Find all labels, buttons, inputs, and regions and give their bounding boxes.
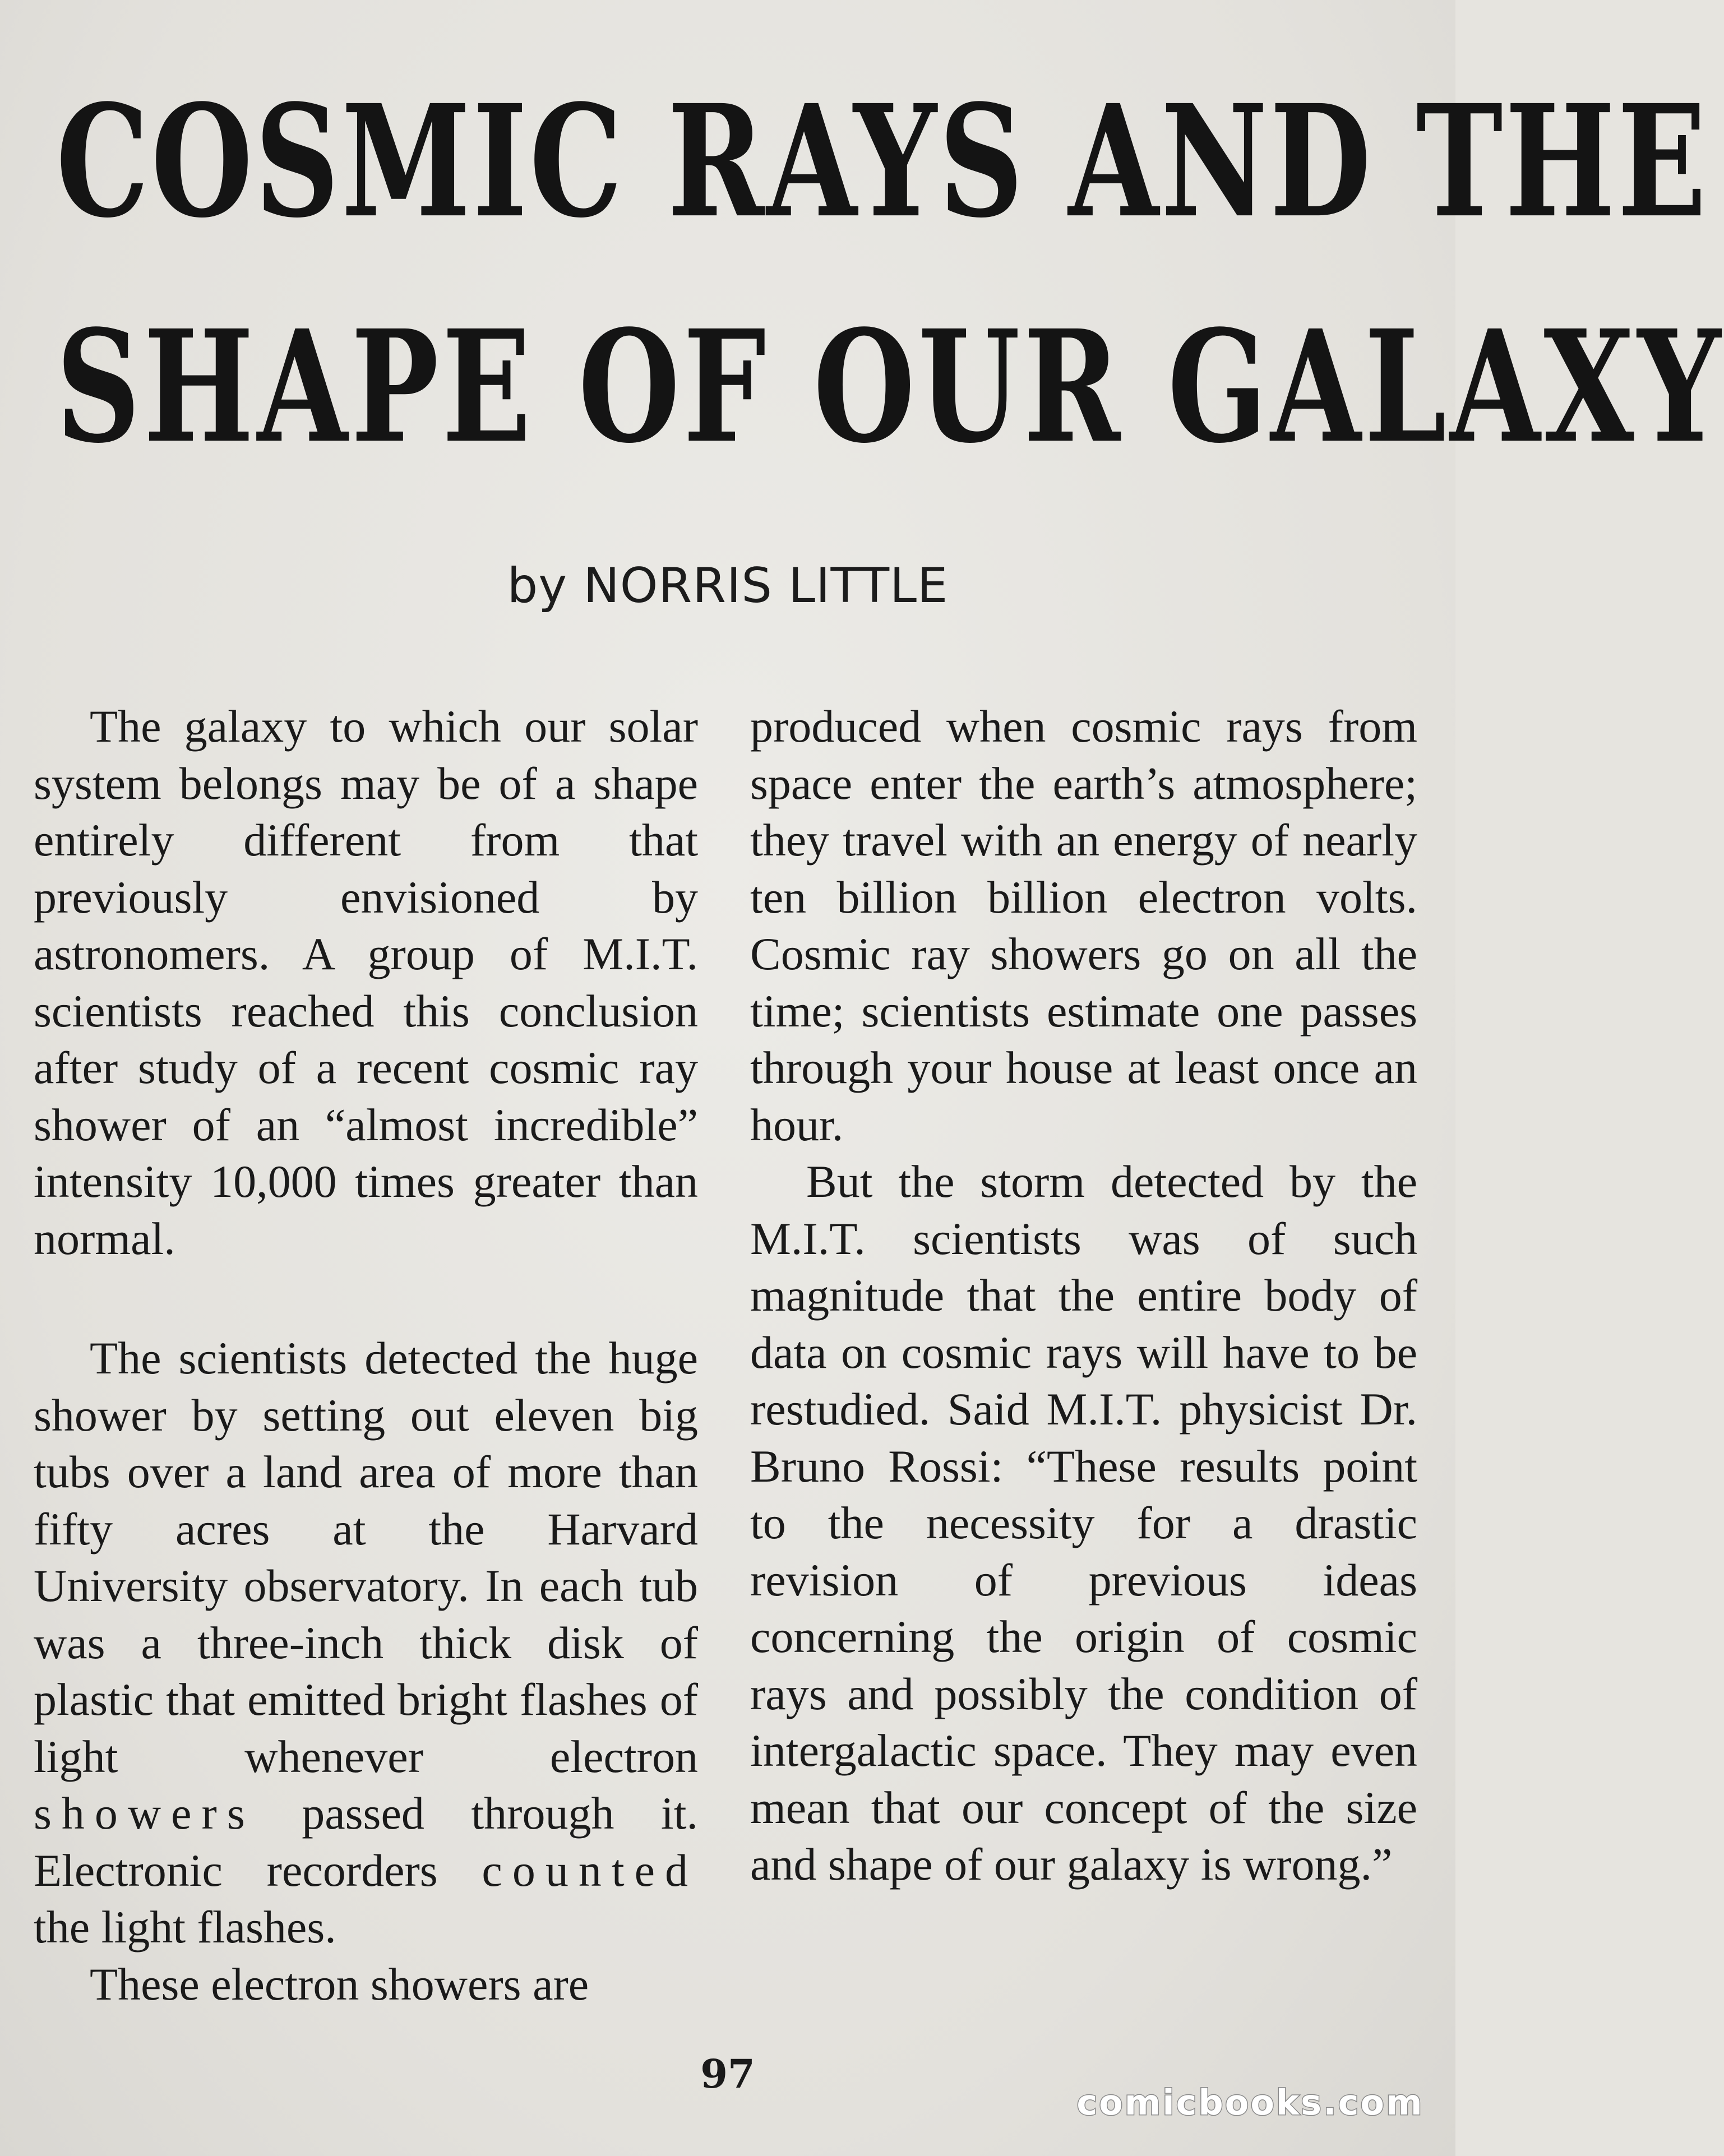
page-number: 97 [700,2051,755,2097]
watermark-logo [1071,2074,1430,2130]
left-paragraph-2 [34,1330,698,1956]
left-column [34,698,698,2012]
left-paragraph-2-part-a: The scientists detected the huge shower by setting out eleven big tubs over a land area of more than fifty acres at the Harvard University observatory. In each tub was a three-inch thick disk of plastic that emitted bright flashes of light whenever electron [34,1333,698,1782]
watermark-text: comicbooks.com [1076,2082,1424,2123]
left-paragraph-1: The galaxy to which our solar system belongs may be of a shape entirely different from that previously envisioned by astronomers. A group of M.I.T. scientists reached this conclusion after study of a recent cosmic ray shower of an “almost incredible” intensity 10,000 times greater than normal. [34,701,698,1264]
byline: by NORRIS LITTLE [507,558,949,614]
article-title-line-2: SHAPE OF OUR GALAXY [56,297,1724,478]
right-paragraph-1: produced when cosmic rays from space enter the earth’s atmosphere; they travel with an energy of nearly ten billion billion electron volts. Cosmic ray showers go on all the time; scientists estimate one passes through your house at least once an hour. [750,701,1417,1150]
article-title-line-1: COSMIC RAYS AND THE [56,72,1709,253]
spaced-word-showers: showers [34,1788,255,1839]
right-column [750,698,1417,1893]
left-paragraph-2-part-c: passed through it. Electronic recorders [34,1788,698,1896]
left-paragraph-3: These electron showers are [90,1958,589,2010]
paragraph-gap [34,1267,698,1330]
left-paragraph-2-part-e: the light flashes. [34,1901,336,1953]
right-paragraph-2: But the storm detected by the M.I.T. scientists was of such magnitude that the entire body of data on cosmic rays will have to be restudied. Said M.I.T. physicist Dr. Bruno Rossi: “These results point to the necessity for a drastic revision of previous ideas concerning the origin of cosmic rays and possibly the condition of intergalactic space. They may even mean that our concept of the size and shape of our galaxy is wrong.” [750,1156,1417,1890]
spaced-word-counted: counted [482,1844,698,1896]
